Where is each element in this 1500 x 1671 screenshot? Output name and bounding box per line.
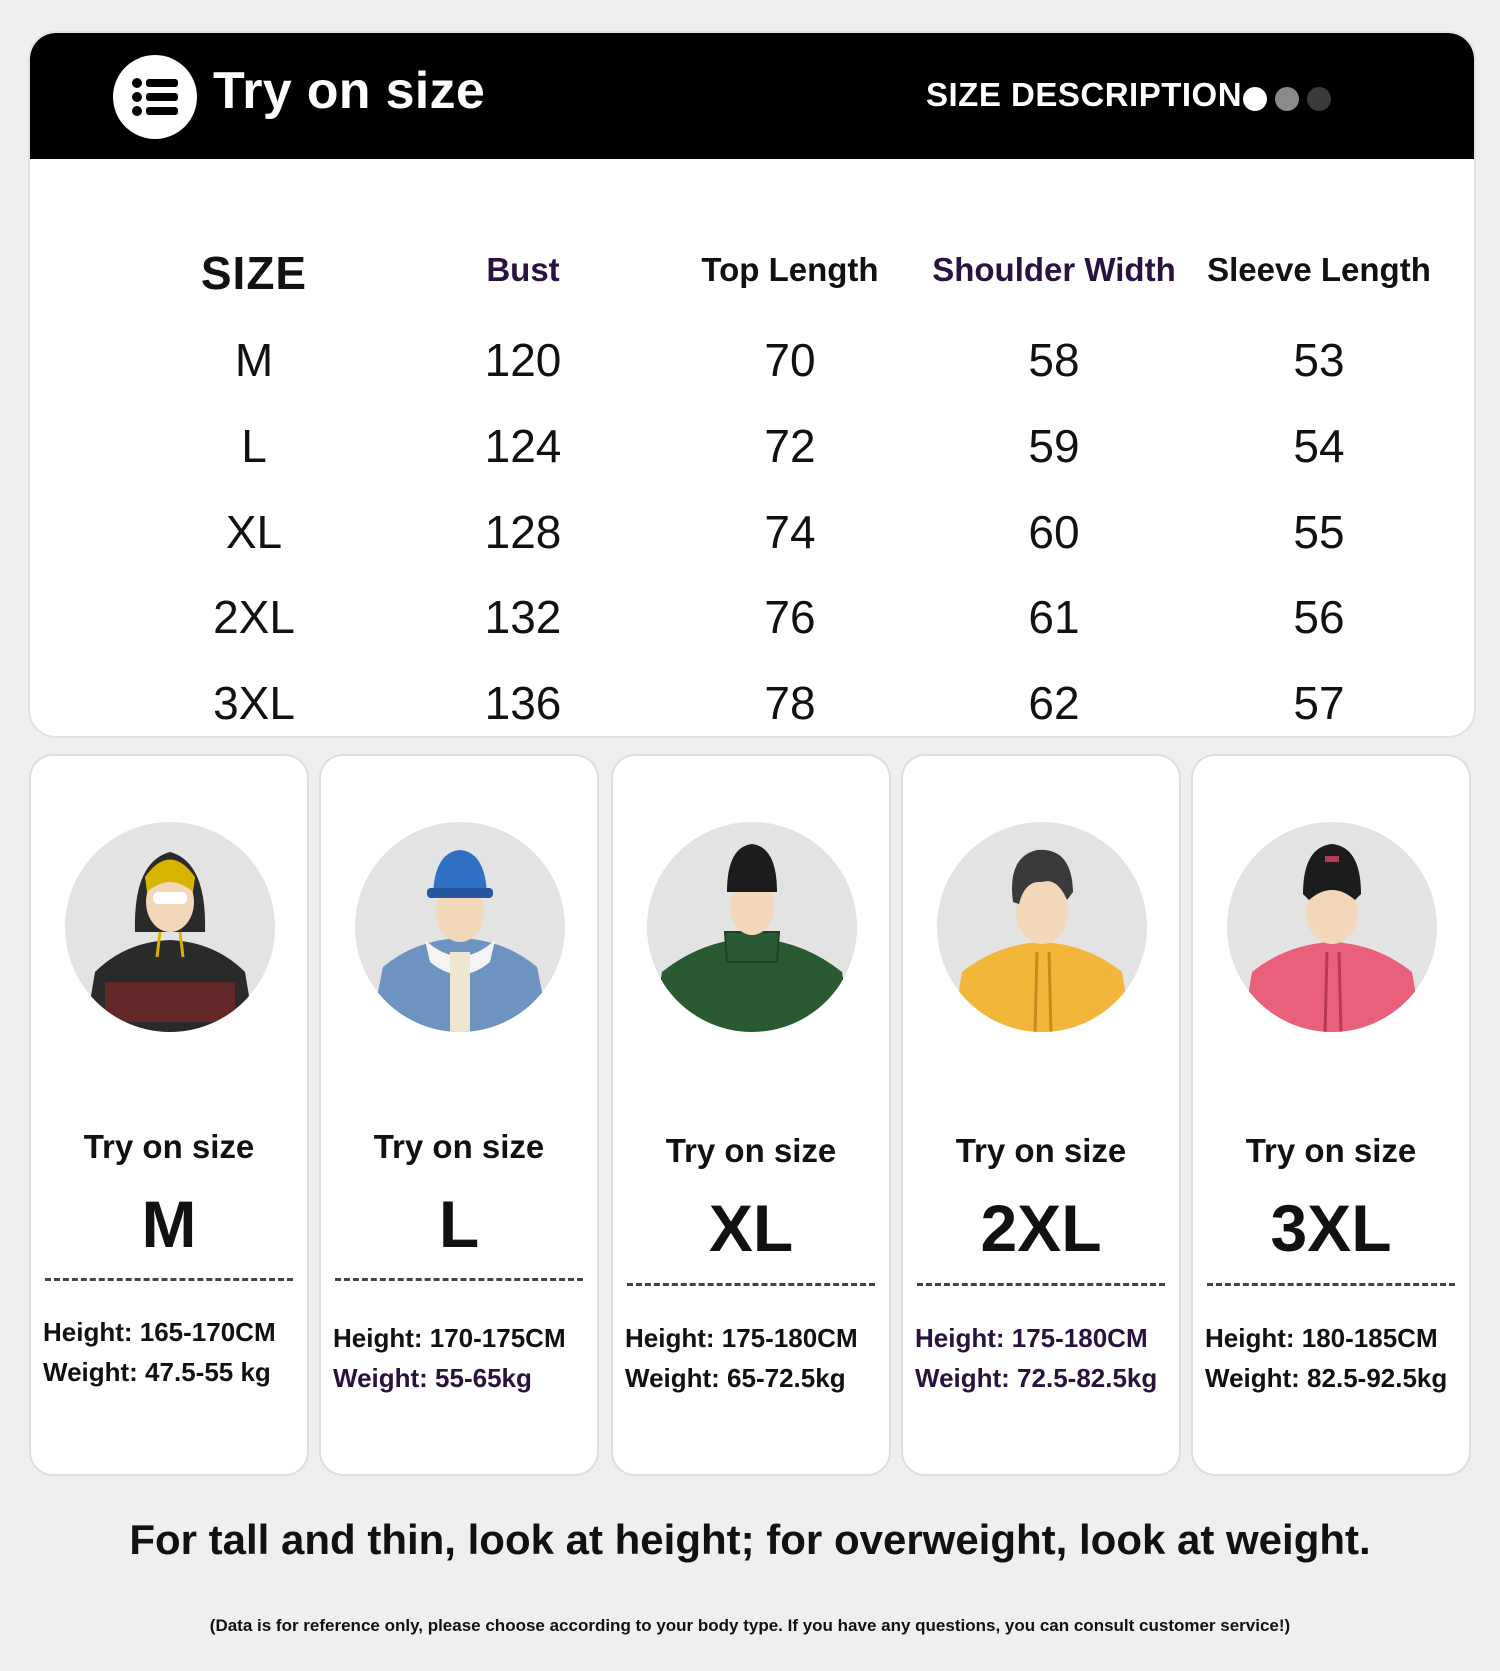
table-cell: 74	[764, 506, 816, 558]
weight-range: Weight: 47.5-55 kg	[43, 1357, 271, 1387]
table-header-shoulder-width: Shoulder Width	[932, 251, 1176, 288]
try-on-size-label: Try on size	[1245, 1132, 1417, 1169]
person-black-hoodie-icon	[65, 822, 275, 1032]
table-cell: 76	[764, 591, 816, 643]
weight-range: Weight: 65-72.5kg	[625, 1363, 846, 1393]
table-header-top-length: Top Length	[701, 251, 879, 288]
table-cell: 132	[484, 591, 562, 643]
table-cell: 57	[1293, 677, 1345, 729]
page-indicator-dot	[1243, 87, 1267, 111]
table-cell: L	[241, 420, 267, 472]
weight-range: Weight: 55-65kg	[333, 1363, 532, 1393]
person-pink-hoodie-icon	[1227, 822, 1437, 1032]
table-cell: 136	[484, 677, 562, 729]
table-cell: 55	[1293, 506, 1345, 558]
table-cell: 124	[484, 420, 562, 472]
height-range: Height: 175-180CM	[915, 1323, 1148, 1353]
table-cell: 53	[1293, 334, 1345, 386]
size-description-label: SIZE DESCRIPTION	[926, 76, 1243, 113]
table-cell: 72	[764, 420, 816, 472]
table-cell: 2XL	[213, 591, 295, 643]
size-card-2xl	[903, 756, 1179, 1474]
height-range: Height: 175-180CM	[625, 1323, 858, 1353]
card-size: 2XL	[980, 1191, 1102, 1265]
size-card-xl	[613, 756, 889, 1474]
dashed-divider	[335, 1278, 583, 1281]
table-header-sleeve-length: Sleeve Length	[1207, 251, 1431, 288]
card-size: 3XL	[1270, 1191, 1392, 1265]
card-size: XL	[708, 1191, 794, 1265]
table-header-size: SIZE	[200, 247, 308, 299]
try-on-size-label: Try on size	[83, 1128, 255, 1165]
page-title: Try on size	[213, 62, 486, 120]
size-chart-card	[30, 33, 1474, 736]
size-card-3xl	[1193, 756, 1469, 1474]
table-cell: 59	[1028, 420, 1080, 472]
header-bar	[30, 33, 1474, 159]
person-yellow-hoodie-icon	[937, 822, 1147, 1032]
footer-guidance: For tall and thin, look at height; for overweight, look at weight.	[129, 1516, 1371, 1563]
card-size: M	[141, 1187, 197, 1261]
table-cell: 70	[764, 334, 816, 386]
table-cell: 60	[1028, 506, 1080, 558]
table-cell: 58	[1028, 334, 1080, 386]
table-cell: 3XL	[213, 677, 295, 729]
size-card-m	[31, 756, 307, 1474]
table-cell: XL	[225, 506, 283, 558]
weight-range: Weight: 72.5-82.5kg	[915, 1363, 1158, 1393]
table-cell: M	[234, 334, 274, 386]
table-cell: 61	[1028, 591, 1080, 643]
person-blue-jacket-icon	[355, 822, 565, 1032]
try-on-size-label: Try on size	[665, 1132, 837, 1169]
table-cell: 120	[484, 334, 562, 386]
footer-disclaimer: (Data is for reference only, please choose according to your body type. If you have any questions, you can consult customer service!)	[209, 1616, 1291, 1635]
try-on-size-label: Try on size	[373, 1128, 545, 1165]
weight-range: Weight: 82.5-92.5kg	[1205, 1363, 1448, 1393]
table-cell: 128	[484, 506, 562, 558]
table-cell: 56	[1293, 591, 1345, 643]
person-green-jacket-icon	[647, 822, 857, 1032]
page-indicator-dot	[1275, 87, 1299, 111]
height-range: Height: 170-175CM	[333, 1323, 566, 1353]
try-on-size-label: Try on size	[955, 1132, 1127, 1169]
page-indicator-dot	[1307, 87, 1331, 111]
table-cell: 54	[1293, 420, 1345, 472]
card-size: L	[438, 1187, 480, 1261]
dashed-divider	[627, 1283, 875, 1286]
size-card-l	[321, 756, 597, 1474]
height-range: Height: 180-185CM	[1205, 1323, 1438, 1353]
dashed-divider	[45, 1278, 293, 1281]
dashed-divider	[917, 1283, 1165, 1286]
list-icon	[113, 55, 197, 139]
table-cell: 62	[1028, 677, 1080, 729]
dashed-divider	[1207, 1283, 1455, 1286]
table-cell: 78	[764, 677, 816, 729]
table-header-bust: Bust	[486, 251, 560, 288]
height-range: Height: 165-170CM	[43, 1317, 276, 1347]
